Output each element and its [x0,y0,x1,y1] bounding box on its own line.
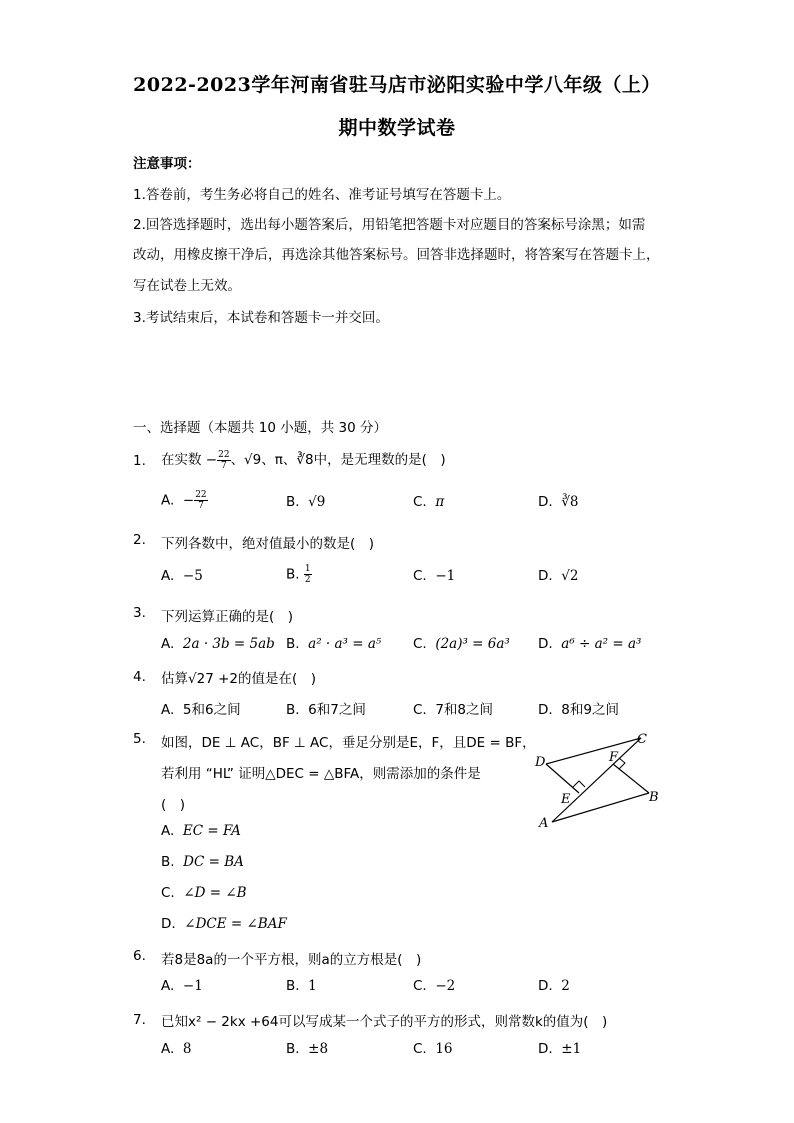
question-2-number: 2. [133,532,146,548]
question-3-option-b: B. a² · a³ = a⁵ [286,636,382,652]
question-5-text-line3: ( ) [161,797,186,813]
question-6-option-c: C. −2 [413,978,456,994]
question-1-option-a: A. − $\frac{22}{7}$ [161,490,207,511]
question-6-option-a: A. −1 [161,978,203,994]
question-6-option-b: B. 1 [286,978,317,994]
segment-de [546,764,579,793]
question-5-text-line2: 若利用 “HL” 证明△DEC = △BFA，则需添加的条件是 [161,766,481,782]
label-c: C [637,732,647,747]
right-angle-mark-e [573,781,585,787]
question-6-number: 6. [133,948,146,964]
question-5-option-a: A. EC = FA [161,823,241,839]
label-e: E [561,792,571,807]
question-2-option-a: A. −5 [161,568,203,584]
notice-item-2-line1: 2.回答选择题时，选出每小题答案后，用铅笔把答题卡对应题目的答案标号涂黑；如需 [133,217,646,233]
question-1-option-c: C. π [413,494,445,510]
notice-item-3: 3.考试结束后，本试卷和答题卡一并交回。 [133,310,389,326]
question-3-option-d: D. a⁶ ÷ a² = a³ [538,636,642,652]
question-3-number: 3. [133,605,146,621]
question-4-option-a: A. 5和6之间 [161,702,241,718]
question-7-option-c: C. 16 [413,1041,453,1057]
question-6-option-d: D. 2 [538,978,570,994]
question-4-option-d: D. 8和9之间 [538,702,619,718]
question-7-text: 已知x² − 2kx +64可以写成某一个式子的平方的形式，则常数k的值为( ) [161,1014,608,1030]
exam-title-line1: 2022-2023学年河南省驻马店市泌阳实验中学八年级（上） [133,74,661,96]
question-5-option-d: D. ∠DCE = ∠BAF [161,916,287,932]
question-2-text: 下列各数中，绝对值最小的数是( ) [161,536,375,552]
question-1-option-b: B. √9 [286,494,326,510]
notice-item-2-line2: 改动，用橡皮擦干净后，再选涂其他答案标号。回答非选择题时，将答案写在答题卡上， [133,247,660,263]
right-angle-mark-f [619,758,625,769]
question-6-text: 若8是8a的一个平方根，则a的立方根是( ) [161,952,422,968]
question-1-text: 在实数 − $\frac{22}{7}$ 、√9、π、∛8中，是无理数的是( ) [161,449,446,471]
question-1-number: 1. [133,453,146,469]
question-5-number: 5. [133,731,146,747]
notice-heading: 注意事项： [133,156,201,172]
question-7-number: 7. [133,1012,146,1028]
notice-item-1: 1.答卷前，考生务必将自己的姓名、准考证号填写在答题卡上。 [133,187,511,203]
question-4-option-c: C. 7和8之间 [413,702,493,718]
question-5-option-b: B. DC = BA [161,854,244,870]
question-5-option-c: C. ∠D = ∠B [161,885,247,901]
triangle-figure [530,728,660,833]
question-1-option-d: D. ∛8 [538,494,579,510]
question-7-option-b: B. ±8 [286,1041,329,1057]
question-7-option-d: D. ±1 [538,1041,582,1057]
question-5-text-line1: 如图，DE ⊥ AC，BF ⊥ AC，垂足分别是E，F，且DE = BF， [161,735,536,751]
question-4-option-b: B. 6和7之间 [286,702,366,718]
question-3-text: 下列运算正确的是( ) [161,609,294,625]
question-3-option-a: A. 2a · 3b = 5ab [161,636,275,652]
question-4-text: 估算√27 +2的值是在( ) [161,671,317,687]
notice-item-2-line3: 写在试卷上无效。 [133,278,241,294]
label-f: F [609,750,619,765]
question-2-option-d: D. √2 [538,568,579,584]
question-3-option-c: C. (2a)³ = 6a³ [413,636,510,652]
question-2-option-c: C. −1 [413,568,456,584]
label-b: B [649,790,659,805]
exam-title-line2: 期中数学试卷 [338,117,456,139]
question-7-option-a: A. 8 [161,1041,192,1057]
question-2-option-b: B. $\frac{1}{2}$ [286,564,311,585]
question-4-number: 4. [133,669,146,685]
label-a: A [539,816,549,831]
section-heading: 一、选择题（本题共 10 小题，共 30 分） [133,420,388,436]
label-d: D [535,755,546,770]
segment-bf [613,764,649,793]
